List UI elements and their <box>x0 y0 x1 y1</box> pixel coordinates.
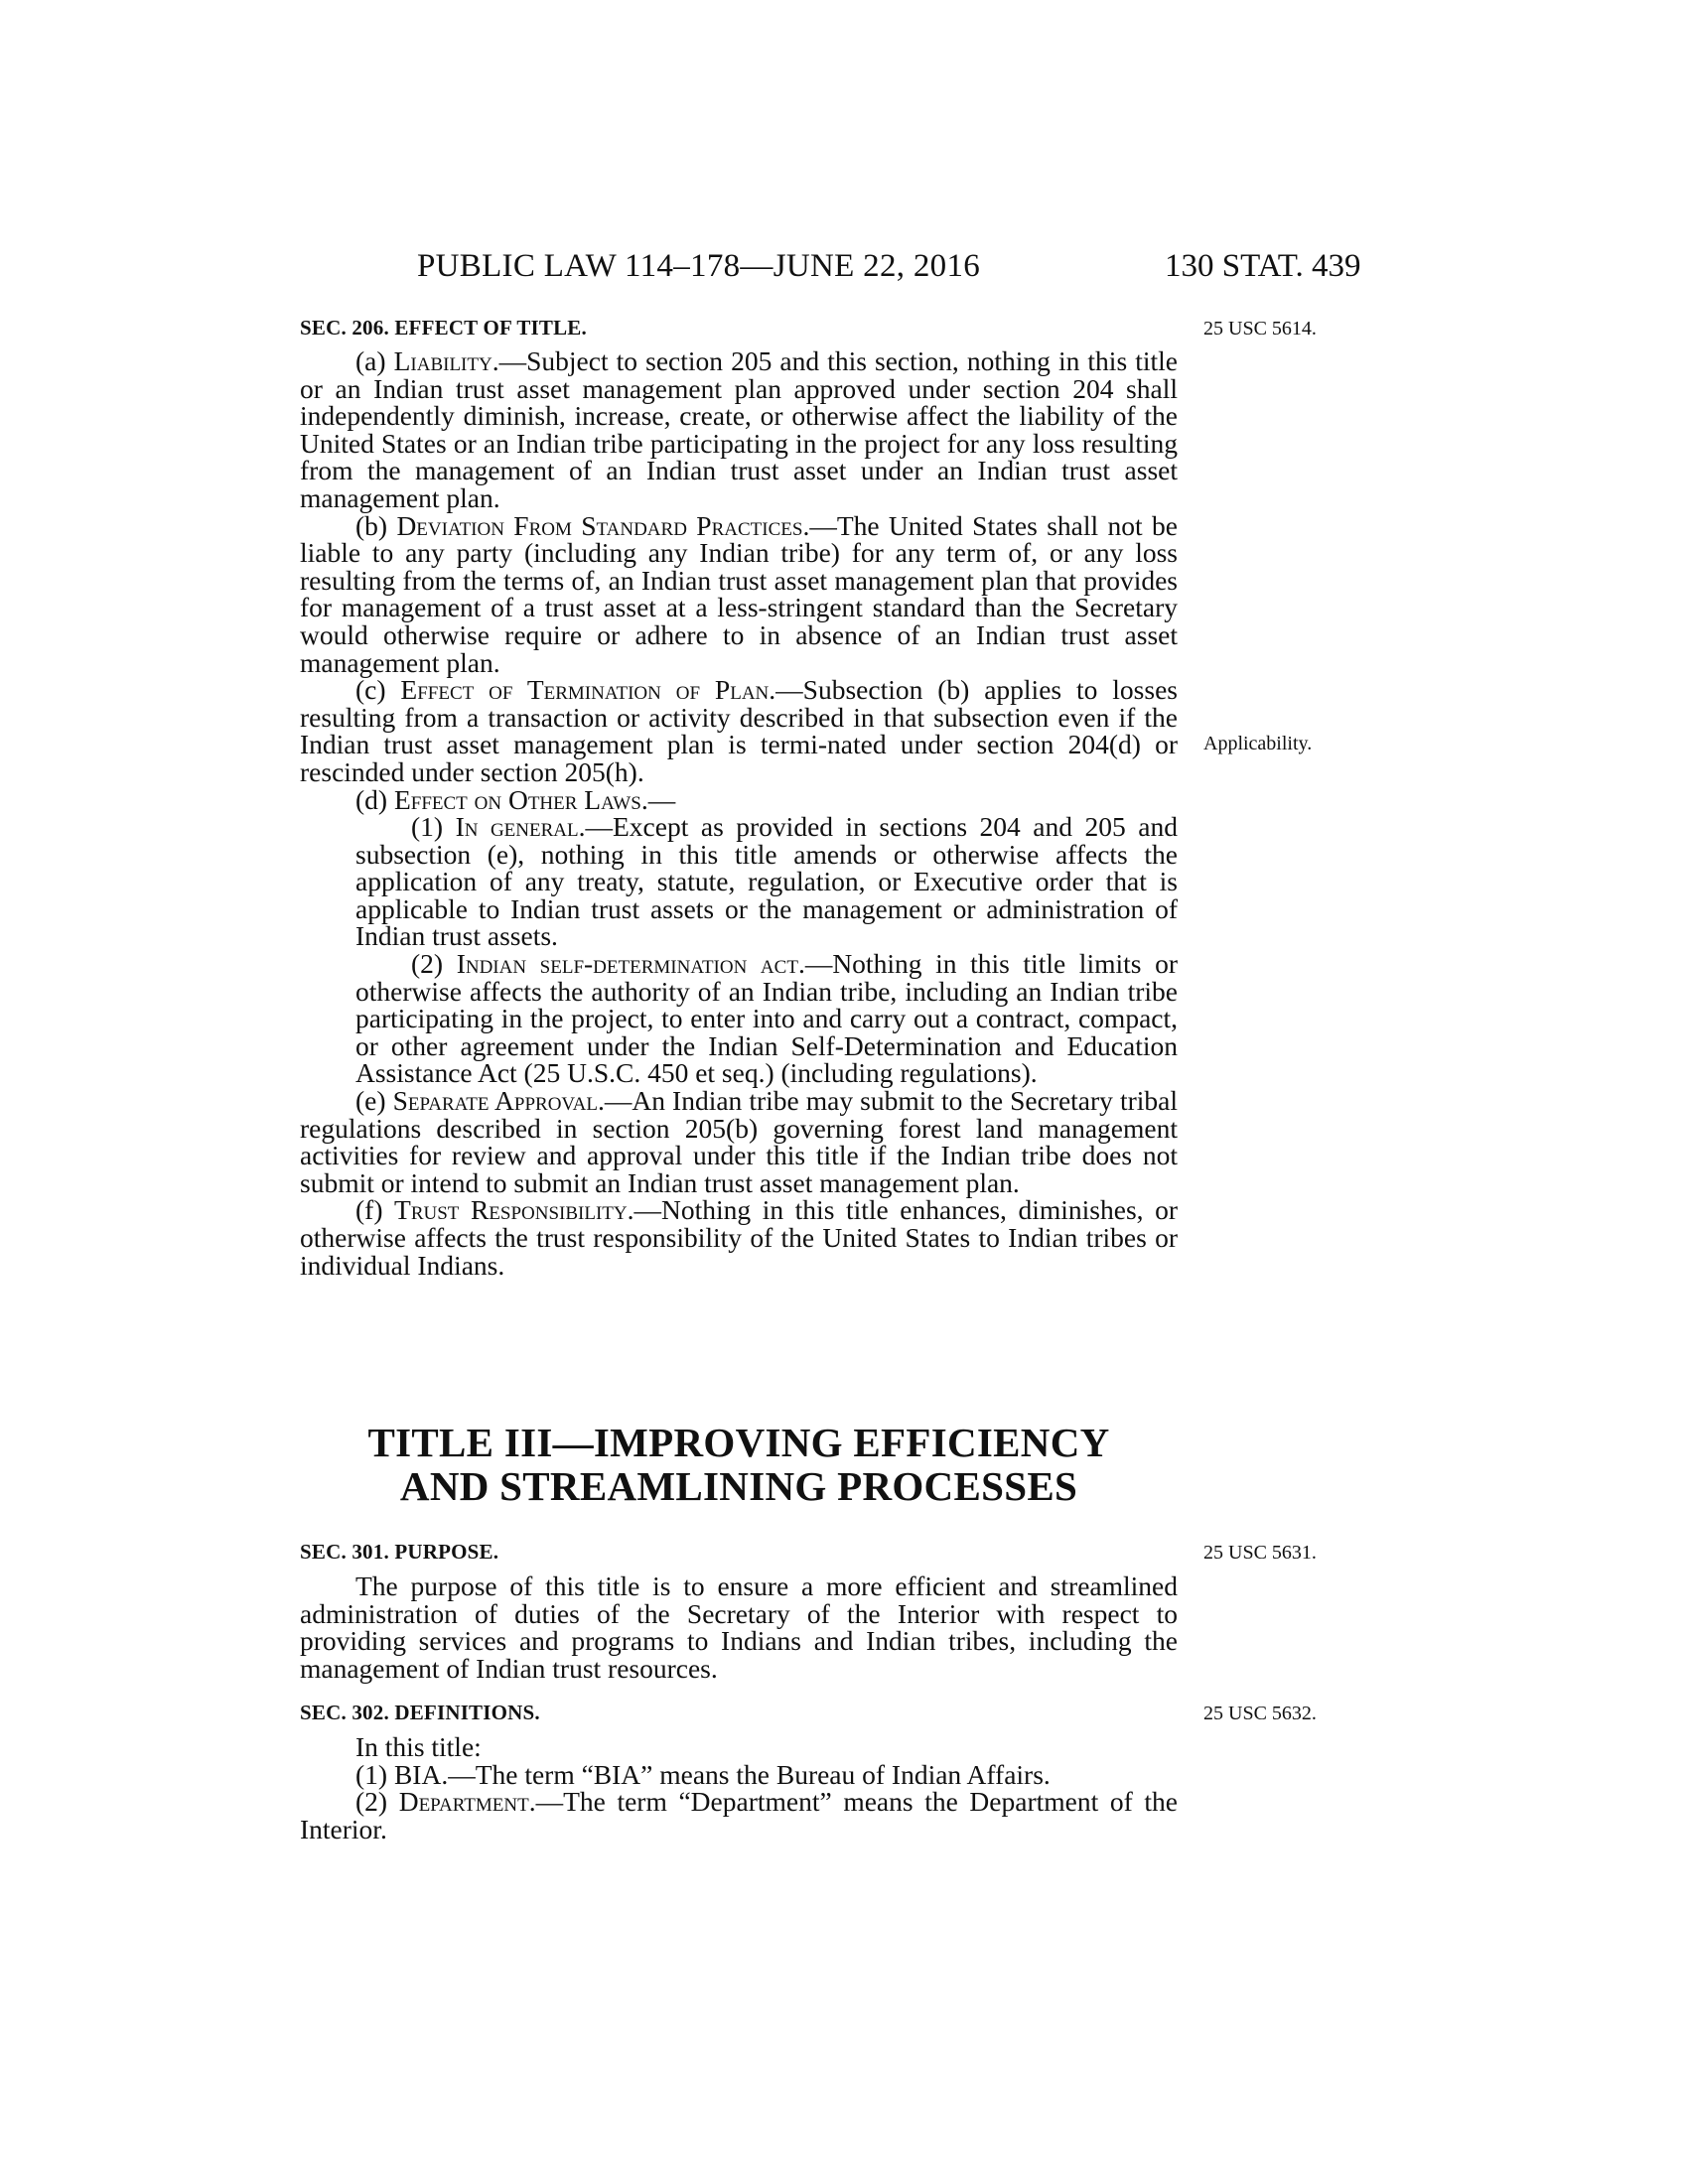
sec-302-margin-note: 25 USC 5632. <box>1203 1703 1317 1724</box>
definition-1: (1) BIA.—The term “BIA” means the Bureau of Indian Affairs. <box>355 1758 1051 1790</box>
sec-206-body <box>300 347 1178 1279</box>
subsection-a: (a) Liability.—Subject to section 205 and this section, nothing in this title or an Indian trust asset management plan approved under section 204 shall independently diminish, increase, create, or otherwise affect the liability of the United States or an Indian tribe participating in the project for any loss resulting from the management of an Indian trust asset under an Indian trust asset management plan. <box>300 345 1178 513</box>
title-iii-line-2: AND STREAMLINING PROCESSES <box>399 1463 1078 1509</box>
paragraph-d-2: (2) Indian self-determination act.—Nothing in this title limits or otherwise affects the authority of an Indian tribe, including an Indian tribe participating in the project, to enter into and carry out a contract, compact, or other agreement under the Indian Self-Determination and Education Assistance Act (25 U.S.C. 450 et seq.) (including regulations). <box>355 948 1178 1089</box>
title-iii-heading <box>300 1421 1178 1508</box>
subsection-f: (f) Trust Responsibility.—Nothing in this title enhances, diminishes, or otherwise affects the trust responsibility of the United States to Indian tribes or individual Indians. <box>300 1194 1178 1281</box>
subsection-b: (b) Deviation From Standard Practices.—The United States shall not be liable to any party (including any Indian tribe) for any term of, or any loss resulting from the terms of, an Indian trust asset management plan that provides for management of a trust asset at a less-stringent standard than the Secretary would otherwise require or adhere to in absence of an Indian trust asset management plan. <box>300 509 1178 678</box>
subsection-d: (d) Effect on Other Laws.— <box>355 783 676 815</box>
subsection-c: (c) Effect of Termination of Plan.—Subsection (b) applies to losses resulting from a transaction or activity described in that subsection even if the Indian trust asset management plan is termi-nated under section 204(d) or rescinded under section 205(h). <box>300 674 1178 787</box>
running-head: PUBLIC LAW 114–178—JUNE 22, 2016 <box>417 248 981 284</box>
sec-302-heading: SEC. 302. DEFINITIONS. <box>300 1701 540 1724</box>
subsection-e: (e) Separate Approval.—An Indian tribe may submit to the Secretary tribal regulations described in section 205(b) governing forest land management activities for review and approval under this title if the Indian tribe does not submit or intend to submit an Indian trust asset management plan. <box>300 1085 1178 1198</box>
sec-301-body <box>300 1572 1178 1682</box>
title-iii-line-1: TITLE III—IMPROVING EFFICIENCY <box>367 1420 1110 1465</box>
sec-301-heading: SEC. 301. PURPOSE. <box>300 1540 499 1564</box>
sec-301-text: The purpose of this title is to ensure a more efficient and streamlined administration of duties of the Secretary of the Interior with respect to providing services and programs to Indians and Indian tribes, including the management of Indian trust resources. <box>300 1570 1178 1684</box>
page-number: 130 STAT. 439 <box>1165 248 1361 284</box>
sec-301-margin-note: 25 USC 5631. <box>1203 1542 1317 1564</box>
applicability-margin-note: Applicability. <box>1203 733 1313 754</box>
sec-302-intro: In this title: <box>355 1731 482 1762</box>
definition-2: (2) Department.—The term “Department” means the Department of the Interior. <box>300 1786 1178 1844</box>
paragraph-d-1: (1) In general.—Except as provided in sections 204 and 205 and subsection (e), nothing in this title amends or otherwise affects the application of any treaty, statute, regulation, or Executive order that is applicable to Indian trust assets or the management or administration of Indian trust assets. <box>355 811 1178 952</box>
sec-302-body <box>300 1733 1178 1843</box>
sec-206-heading: SEC. 206. EFFECT OF TITLE. <box>300 316 587 340</box>
sec-206-margin-note: 25 USC 5614. <box>1203 318 1317 340</box>
